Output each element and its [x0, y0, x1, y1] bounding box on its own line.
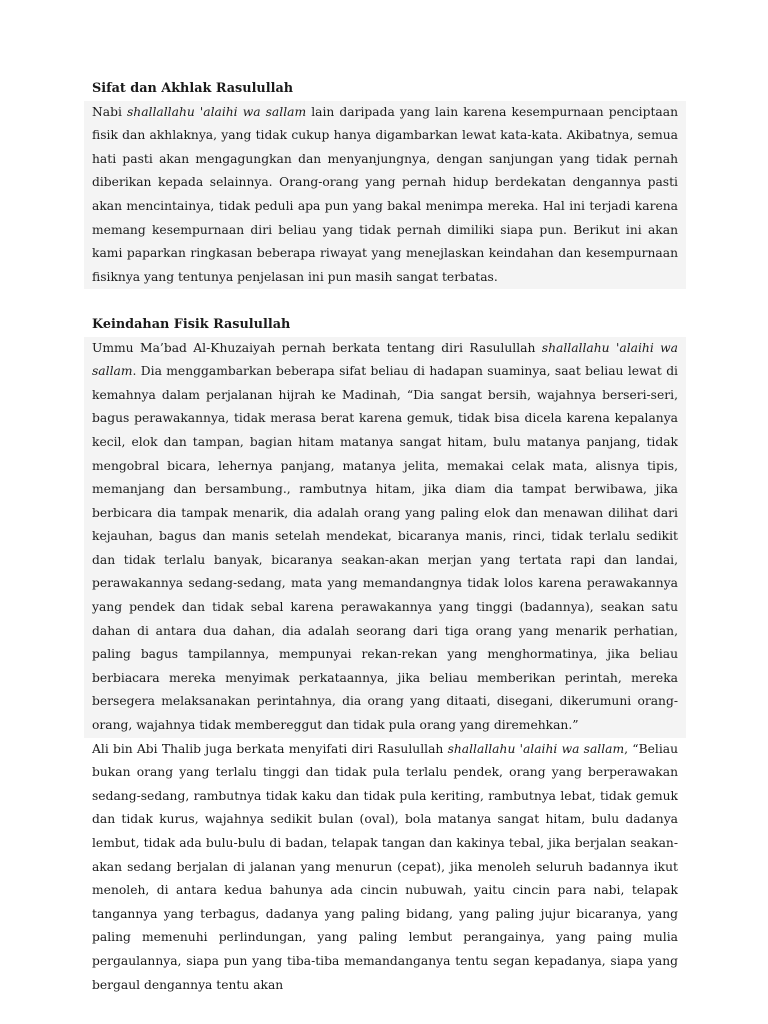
section-heading-keindahan-fisik: Keindahan Fisik Rasulullah: [92, 316, 291, 332]
paragraph-text: Nabi: [92, 104, 127, 119]
paragraph-text: Ali bin Abi Thalib juga berkata menyifati diri Rasulullah: [92, 741, 448, 756]
italic-honorific: shallallahu 'alaihi wa sallam: [447, 741, 625, 756]
paragraph-intro: [84, 101, 686, 290]
document-body: [92, 77, 678, 997]
paragraph-text: , “Beliau bukan orang yang terlalu tinggi dan tidak pula terlalu pendek, orang yang berperawakan sedang-sedang, rambutnya tidak kaku dan tidak pula keriting, rambutnya lebat, tidak gemuk dan tidak kurus, wajahnya sedikit bulan (oval), bola matanya sangat hitam, bulu dadanya lembut, tidak ada bulu-bulu di badan, telapak tangan dan kakinya tebal, jika berjalan seakan-akan sedang berjalan di jalanan yang menurun (cepat), jika menoleh seluruh badannya ikut menoleh, di antara kedua bahunya ada cincin nubuwah, yaitu cincin para nabi, telapak tangannya yang terbagus, dadanya yang paling bidang, yang paling jujur bicaranya, yang paling memenuhi perlindungan, yang paling lembut perangainya, yang paing mulia pergaulannya, siapa pun yang tiba-tiba memandanganya tentu segan kepadanya, siapa yang bergaul dengannya tentu akan: [92, 741, 679, 992]
italic-honorific: shallallahu 'alaihi wa sallam: [126, 104, 307, 119]
paragraph-ummu-mabad: [84, 337, 686, 738]
italic-honorific: shallallahu 'alaihi wa sallam: [92, 340, 679, 379]
paragraph-ali-bin-abi-thalib: [92, 738, 678, 998]
paragraph-text: lain daripada yang lain karena kesempurnaan penciptaan fisik dan akhlaknya, yang tidak cukup hanya digambarkan lewat kata-kata. Akibatnya, semua hati pasti akan mengagungkan dan menyanjungnya, dengan sanjungan yang tidak pernah diberikan kepada selainnya. Orang-orang yang pernah hidup berdekatan dengannya pasti akan mencintainya, tidak peduli apa pun yang bakal menimpa mereka. Hal ini terjadi karena memang kesempurnaan diri beliau yang tidak pernah dimiliki siapa pun. Berikut ini akan kami paparkan ringkasan beberapa riwayat yang menejlaskan keindahan dan kesempurnaan fisiknya yang tentunya penjelasan ini pun masih sangat terbatas.: [92, 104, 678, 284]
section-heading-sifat-akhlak: Sifat dan Akhlak Rasulullah: [92, 81, 294, 96]
paragraph-gap: [92, 289, 678, 313]
paragraph-text: . Dia menggambarkan beberapa sifat beliau di hadapan suaminya, saat beliau lewat di kemahnya dalam perjalanan hijrah ke Madinah, “Dia sangat bersih, wajahnya berseri-seri, bagus perawakannya, tidak merasa berat karena gemuk, tidak bisa dicela karena kepalanya kecil, elok dan tampan, bagian hitam matanya sangat hitam, bulu matanya panjang, tidak mengobral bicara, lehernya panjang, matanya jelita, memakai celak mata, alisnya tipis, memanjang dan bersambung., rambutnya hitam, jika diam dia tampat berwibawa, jika berbicara dia tampak menarik, dia adalah orang yang paling elok dan menawan dilihat dari kejauhan, bagus dan manis setelah mendekat, bicaranya manis, rinci, tidak terlalu sedikit dan tidak terlalu banyak, bicaranya seakan-akan merjan yang tertata rapi dan landai, perawakannya sedang-sedang, mata yang memandangnya tidak lolos karena perawakannya yang pendek dan tidak sebal karena perawakannya yang tinggi (badannya), seakan satu dahan di antara dua dahan, dia adalah seorang dari tiga orang yang menarik perhatian, paling bagus tampilannya, mempunyai rekan-rekan yang menghormatinya, jika beliau berbiacara mereka menyimak perkataannya, jika beliau memberikan perintah, mereka bersegera melaksanakan perintahnya, dia orang yang ditaati, disegani, dikerumuni orang-orang, wajahnya tidak membereggut dan tidak pula orang yang diremehkan.”: [92, 364, 678, 733]
paragraph-text: Ummu Ma’bad Al-Khuzaiyah pernah berkata tentang diri Rasulullah: [92, 340, 542, 355]
